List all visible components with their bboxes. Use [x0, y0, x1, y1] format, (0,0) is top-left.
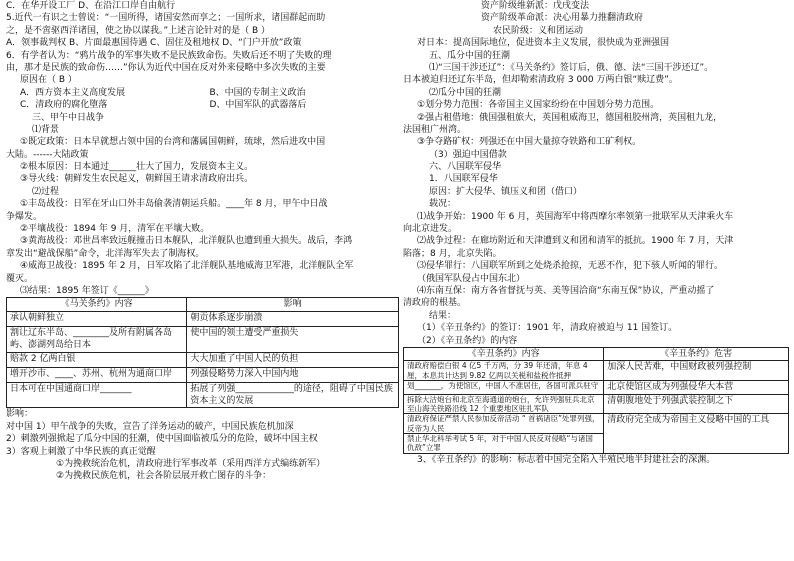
text-line: ①为挽救统治危机，清政府进行军事改革（采用西洋方式编练新军） [56, 458, 326, 469]
text-line: 原因在（ B ） [20, 75, 77, 86]
table-cell: 拆除大沽炮台和北京至海通道的炮台，允许列强驻兵北京至山海关铁路沿线 12 个重要地区驻扎军队 [404, 394, 604, 414]
table-cell: 清朝腹地处于列强武装控制之下 [604, 394, 789, 414]
subsection-title: ⑶结果：1895 年签订《______》 [20, 285, 154, 296]
text-line: 争爆发。 [6, 211, 43, 222]
table-header: 《辛丑条约》内容 [404, 347, 604, 360]
text-line: ②平壤战役：1894 年 9 月，清军在平壤大败。 [20, 224, 210, 235]
text-line: ③争夺路矿权：列强还在中国大量掠夺铁路和工矿利权。 [417, 137, 642, 148]
table-cell: 使中国的领土遭受严重损失 [187, 326, 399, 352]
text-line: 由，那才是民族的致命伤……”你认为近代中国在反对外来侵略中多次失败的主要 [6, 62, 326, 73]
subsection-title: ⑵瓜分中国的狂潮 [429, 87, 502, 98]
right-column [403, 0, 789, 561]
text-line: 2）刺激列强掀起了瓜分中国的狂潮，使中国面临被瓜分的危险，破坏中国主权 [6, 434, 318, 445]
table-cell: 北京使馆区成为列强侵华大本营 [604, 381, 789, 394]
xinchou-treaty-table [403, 347, 789, 454]
section-title: 五、瓜分中国的狂潮 [429, 50, 511, 61]
text-line: 日本被迫归还辽东半岛，但却勒索清政府 3 000 万两白银“赎辽费”。 [403, 75, 678, 86]
subsection-title: ⑵过程 [32, 186, 60, 197]
text-line: 法国租广州湾。 [403, 124, 467, 135]
table-cell: 大大加重了中国人民的负担 [187, 352, 399, 367]
text-line: （俄国军队侵占中国东北） [417, 273, 526, 284]
table-cell: 清政府完全成为帝国主义侵略中国的工具 [604, 414, 789, 454]
text-line: ③黄海战役：邓世昌率致远舰撞击日本舰队，北洋舰队也遭到重大损失。战后，李鸿 [20, 236, 353, 247]
text-line: C．在华开设工厂 D、在沿江口岸自由航行 [6, 1, 176, 11]
text-line: ⑴“三国干涉还辽”：《马关条约》签订后，俄、德、法“三国干涉还辽”。 [429, 62, 714, 73]
text-line: 覆灭。 [6, 273, 34, 284]
table-row [7, 367, 399, 382]
text-line: ⑴战争开始：1900 年 6 月，英国海军中将西摩尔率领第一批联军从天津乘火车 [417, 211, 734, 222]
text-line: 之，是不啻驱西洋诸国，使之协以谋我。”上述言论针对的是（ B ） [6, 25, 271, 36]
text-line: ②强占租借地：俄国强租旅大，英国租威海卫，德国租胶州湾，英国租九龙， [417, 112, 723, 123]
mcq-block [6, 0, 399, 112]
maguan-treaty-table [6, 297, 399, 408]
text-line: ⑷东南互保：南方各省督抚与英、美等国洽商“东南互保”协议，严重动摇了 [417, 285, 715, 296]
table-cell: 拓展了列强_____________的途径，阻碍了中国民族资本主义的发展 [187, 382, 399, 408]
table-cell: 增开沙市、____、苏州、杭州为通商口岸 [7, 367, 187, 382]
text-line: 3）客观上刺激了中华民族的真正觉醒 [6, 446, 156, 457]
text-line: 农民阶级：义和团运动 [493, 25, 584, 36]
table-cell: 禁止华北科举考试 5 年，对于中国人民反对侵略“与诸国仇敌”立罪 [404, 434, 604, 454]
text-line: 原因：扩大侵华、镇压义和团（借口） [429, 186, 583, 197]
text-line: 5.近代一有识之士曾说：“一国所得，诸国安然而享之；一国所求，诸国群起而助 [6, 13, 326, 24]
table-row [404, 381, 789, 394]
subsection-title: ⑴背景 [32, 124, 60, 135]
text-line: ②为挽救民族危机，社会各阶层展开救亡图存的斗争： [56, 471, 272, 482]
text-line: ⑵战争过程：在廊坊附近和天津遭到义和团和清军的抵抗。1900 年 7 月，天津 [417, 236, 734, 247]
text-line: 清政府的根基。 [403, 298, 467, 309]
option-b: B、中国的专制主义政治 [209, 87, 306, 98]
section-title: 三、甲午中日战争 [32, 112, 105, 123]
text-line: 3、《辛丑条约》的影响：标志着中国完全陷入半殖民地半封建社会的深渊。 [417, 454, 716, 465]
text-line: 对中国 1）甲午战争的失败，宣告了洋务运动的破产，中国民族危机加深 [6, 421, 294, 432]
table-cell: 朝贡体系逐步崩溃 [187, 311, 399, 326]
table-row [404, 394, 789, 414]
table-cell: 列强侵略势力深入中国内地 [187, 367, 399, 382]
text-line: 章发出“避战保船”命令，北洋海军失去了制海权。 [6, 248, 205, 259]
table-header: 《辛丑条约》危害 [604, 347, 789, 360]
result-title: 结果： [429, 310, 457, 321]
subsection-title: 1．八国联军侵华 [429, 174, 498, 185]
table-cell: 承认朝鲜独立 [7, 311, 187, 326]
table-cell: 日本可在中国通商口岸_______ [7, 382, 187, 408]
text-line: 向北京进发。 [403, 224, 458, 235]
text-line: ①既定政策：日本早就想占领中国的台湾和藩属国朝鲜，琉球，然后进攻中国 [20, 137, 326, 148]
option-row [6, 87, 399, 99]
table-cell: 加深人民苦难，中国财政被列强控制 [604, 361, 789, 381]
table-header: 《马关条约》内容 [7, 298, 187, 311]
text-line: 陷落；8 月，北京失陷。 [403, 248, 502, 259]
option-row [6, 99, 399, 111]
table-row [7, 352, 399, 367]
section-title: 六、八国联军侵华 [429, 162, 502, 173]
text-line: 载况： [429, 199, 457, 210]
table-cell: 割让辽东半岛、________及所有附属各岛屿、澎湖列岛给日本 [7, 326, 187, 352]
option-a: A．西方资本主义高度发展 [20, 87, 126, 98]
text-line: （2）《辛丑条约》的内容 [417, 335, 518, 346]
option-d: D、中国军队的武器落后 [209, 100, 307, 111]
impact-title: 影响： [6, 409, 34, 420]
table-row [7, 382, 399, 408]
option-c: C．清政府的腐化堕落 [20, 100, 108, 111]
text-line: （1）《辛丑条约》的签订：1901 年，清政府被迫与 11 国签订。 [417, 323, 678, 334]
table-row [7, 326, 399, 352]
text-line: 大陆。------大陆政策 [6, 149, 89, 160]
table-header: 影响 [187, 298, 399, 311]
table-row [404, 361, 789, 381]
table-cell: 赔款 2 亿两白银 [7, 352, 187, 367]
text-line: ④威海卫战役：1895 年 2 月，日军攻陷了北洋舰队基地威海卫军港，北洋舰队全军 [20, 261, 354, 272]
text-line: 6．有学者认为：“鸦片战争的军事失败不是民族致命伤。失败后还不明了失败的理 [6, 50, 332, 61]
text-line: ③导火线：朝鲜发生农民起义，朝鲜国王请求清政府出兵。 [20, 174, 254, 185]
text-line: A．领事裁判权 B、片面最惠国待遇 C、固住及租地权 D、“门户开放”政策 [6, 38, 302, 49]
subsection-title: （3）强迫中国借款 [429, 149, 507, 160]
text-line: 资产阶级革命派：决心用暴力推翻清政府 [481, 13, 644, 24]
table-row [404, 414, 789, 434]
text-line: ②根本原因：日本通过______壮大了国力，发展资本主义。 [20, 162, 254, 173]
left-column [6, 0, 399, 561]
table-cell: 清政府保证严禁人民参加反帝活动 “ 首祸诸臣”处罪列强，反帝为人民 [404, 414, 604, 434]
table-cell: 划_______，为使馆区，中国人不准居住，各国可派兵驻守 [404, 381, 604, 394]
text-line: ⑶侵华罪行：八国联军所到之处烧杀抢掠，无恶不作，犯下骇人听闻的罪行。 [417, 261, 724, 272]
text-line: 对日本：提高国际地位，促进资本主义发展，很快成为亚洲强国 [417, 38, 670, 49]
text-line: 资产阶级维新派：戊戌变法 [481, 1, 590, 11]
text-line: ①丰岛战役：日军在牙山口外丰岛偷袭清朝运兵船。____年 8 月，甲午中日战 [20, 199, 328, 210]
table-row [7, 311, 399, 326]
table-cell: 清政府赔偿白银 4 亿5 千万两，分 39 年还清，年息 4 厘，本息共计达到 9.82 亿两以关税和盐税作抵押 [404, 361, 604, 381]
text-line: ①划分势力范围：各帝国主义国家纷纷在中国划分势力范围。 [417, 100, 660, 111]
